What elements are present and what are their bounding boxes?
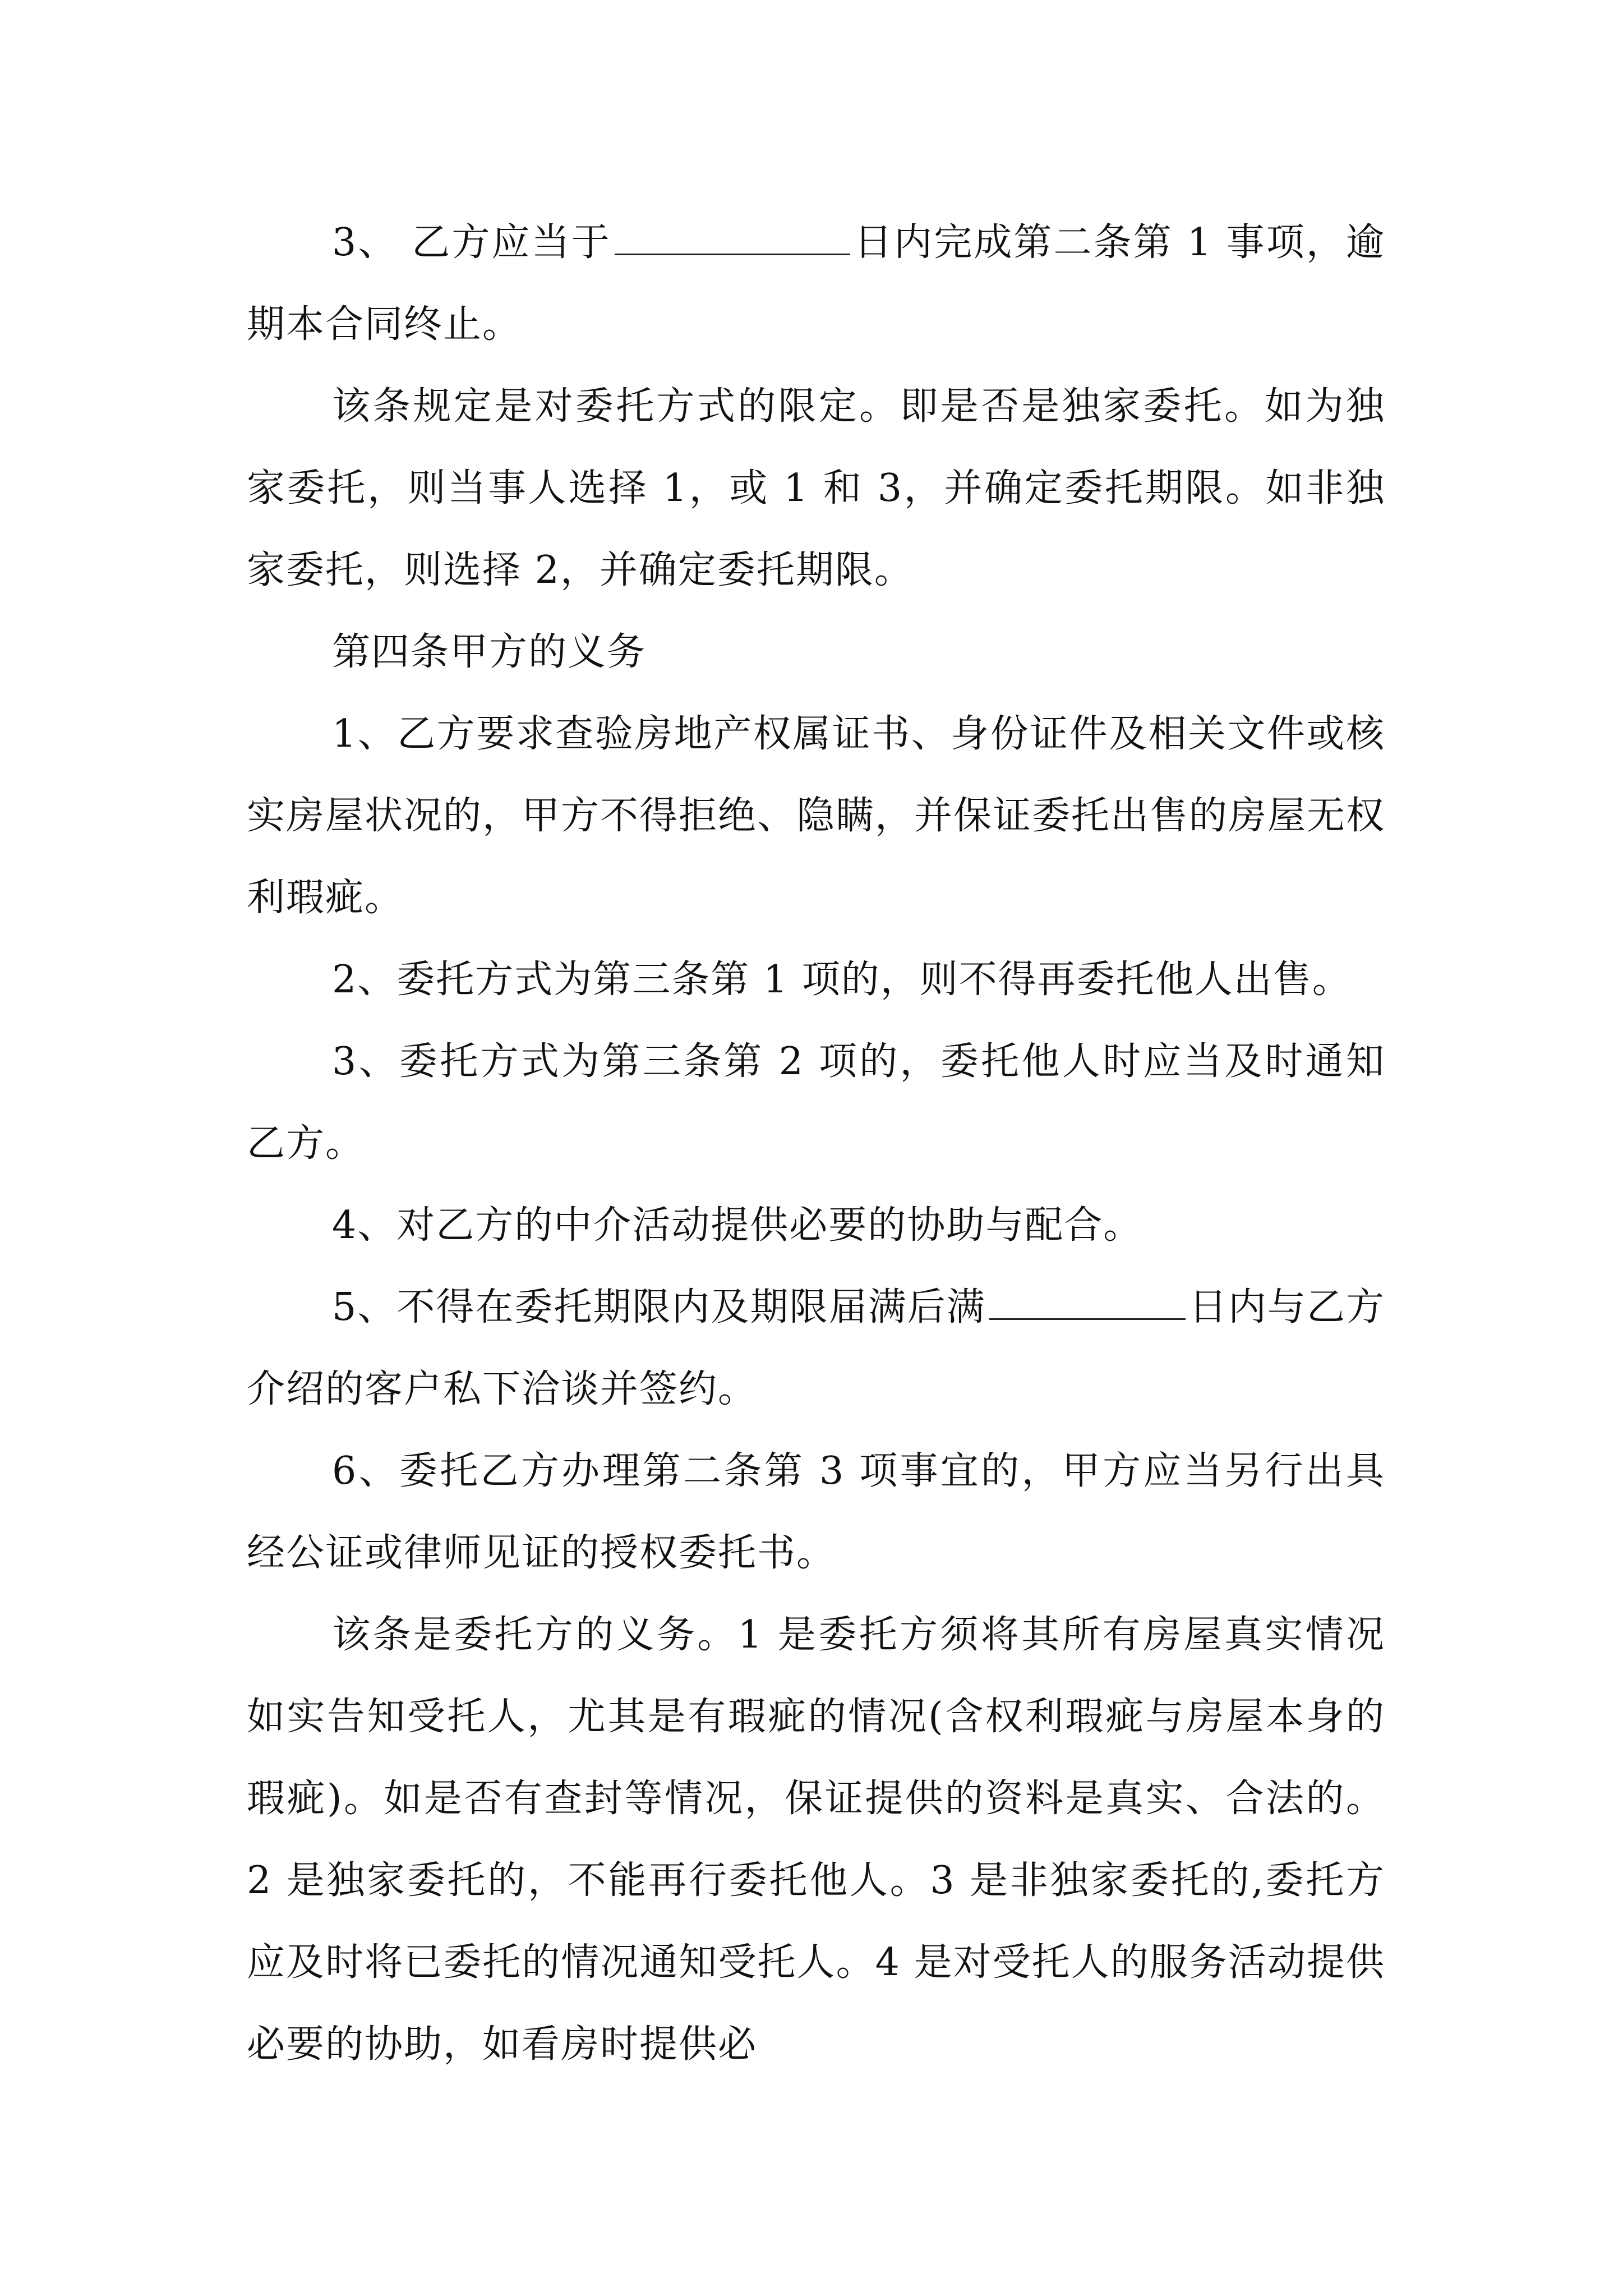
duty-item-1: 1、乙方要求查验房地产权属证书、身份证件及相关文件或核实房屋状况的，甲方不得拒绝、隐瞒，并保证委托出售的房屋无权利瑕疵。: [247, 712, 1386, 920]
explanation-paragraph-1: 该条规定是对委托方式的限定。即是否是独家委托。如为独家委托，则当事人选择 1，或 1 和 3，并确定委托期限。如非独家委托，则选择 2，并确定委托期限。: [247, 384, 1385, 592]
duty-item-2: 2、委托方式为第三条第 1 项的，则不得再委托他人出售。: [332, 958, 1352, 1002]
fill-in-blank-days[interactable]: [989, 1285, 1186, 1320]
section-heading: 第四条甲方的义务: [332, 630, 647, 674]
clause-paragraph-1: [247, 202, 1385, 366]
duty-text-after-blank: 日内与乙方介绍的客户私下洽谈并签约。: [247, 1285, 1385, 1411]
fill-in-blank-days[interactable]: [615, 220, 850, 255]
duty-item-3: 3、委托方式为第三条第 2 项的，委托他人时应当及时通知乙方。: [247, 1039, 1385, 1166]
duty-item-5: [247, 1267, 1385, 1430]
duty-text-before-blank: 5、不得在委托期限内及期限届满后满: [332, 1285, 986, 1329]
clause-text-after-blank: 日内完成第二条第 1 事项，逾期本合同终止。: [247, 220, 1385, 347]
duty-item-4: 4、对乙方的中介活动提供必要的协助与配合。: [332, 1203, 1143, 1248]
document-body: [247, 202, 1385, 2086]
duty-item-6: 6、委托乙方办理第二条第 3 项事宜的，甲方应当另行出具经公证或律师见证的授权委托书。: [247, 1449, 1385, 1575]
clause-text-before-blank: 3、 乙方应当于: [332, 220, 611, 265]
explanation-paragraph-2: 该条是委托方的义务。1 是委托方须将其所有房屋真实情况如实告知受托人，尤其是有瑕疵的情况(含权利瑕疵与房屋本身的瑕疵)。如是否有查封等情况，保证提供的资料是真实、合法的。2 是独家委托的，不能再行委托他人。3 是非独家委托的,委托方应及时将已委托的情况通知受托人。4 是对受托人的服务活动提供必要的协助，如看房时提供必: [247, 1613, 1385, 2067]
